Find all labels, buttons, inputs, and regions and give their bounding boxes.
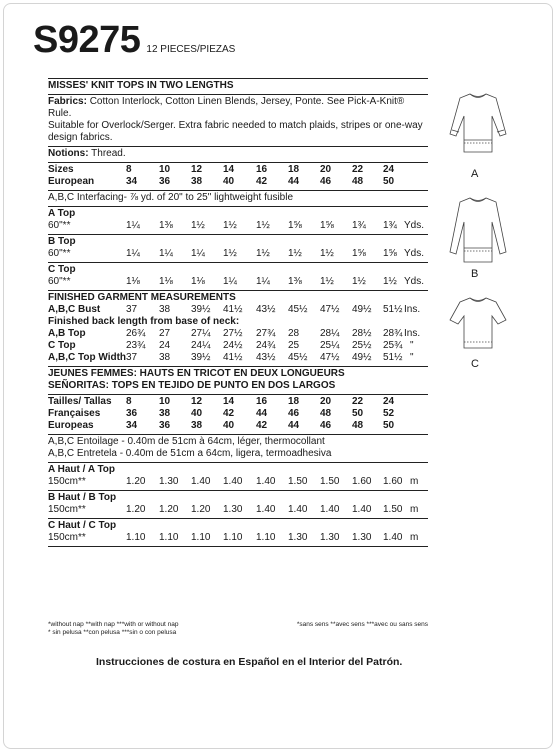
- top-b-block: [48, 235, 428, 263]
- yardage-cell: 1¼: [191, 248, 205, 259]
- pattern-number: S9275: [33, 19, 141, 61]
- view-c-illustration: [446, 292, 510, 358]
- size-cell: 14: [223, 164, 235, 175]
- measure-cell: 37: [126, 352, 138, 363]
- measure-cell: 38: [159, 352, 171, 363]
- measure-cell: 25¼: [320, 340, 340, 351]
- meterage-cell: 1.10: [159, 532, 179, 543]
- measure-cell: 25: [288, 340, 300, 351]
- meterage-cell: 1.10: [191, 532, 211, 543]
- measure-cell: 24¼: [191, 340, 211, 351]
- header: [33, 21, 235, 59]
- size-cell: 48: [352, 420, 364, 431]
- view-b-label: B: [471, 268, 479, 280]
- size-cell: 40: [223, 176, 235, 187]
- measure-cell: 39½: [191, 304, 211, 315]
- measure-cell: 24½: [223, 340, 243, 351]
- top-b-label: B Top: [48, 236, 76, 247]
- size-cell: 46: [288, 408, 300, 419]
- footnote-english: *without nap **with nap ***with or without nap: [48, 621, 179, 628]
- haut-b-label: B Haut / B Top: [48, 492, 117, 503]
- notions-label: Notions:: [48, 148, 89, 159]
- view-a-top-icon: [446, 88, 510, 170]
- size-cell: 36: [159, 176, 171, 187]
- sizes-row: [48, 164, 428, 176]
- size-cell: 20: [320, 396, 332, 407]
- fabrics-label: Fabrics:: [48, 96, 87, 107]
- measure-cell: 37: [126, 304, 138, 315]
- meterage-cell: 1.40: [288, 504, 308, 515]
- measure-cell: 51½: [383, 304, 403, 315]
- francaises-row: [48, 408, 428, 420]
- fabric-width: 60"**: [48, 276, 71, 287]
- size-cell: 42: [256, 420, 268, 431]
- size-cell: 34: [126, 176, 138, 187]
- entoilage-block: [48, 435, 428, 463]
- meterage-cell: 1.30: [223, 504, 243, 515]
- size-cell: 18: [288, 396, 300, 407]
- size-cell: 8: [126, 396, 132, 407]
- meterage-cell: 1.30: [159, 476, 179, 487]
- size-cell: 40: [191, 408, 203, 419]
- haut-a-block: [48, 463, 428, 491]
- yardage-cell: 1¾: [383, 220, 397, 231]
- size-cell: 38: [191, 420, 203, 431]
- view-a-label: A: [471, 168, 479, 180]
- fabrics-line-2: Suitable for Overlock/Serger. Extra fabric needed to match plaids, stripes or one-way: [48, 120, 423, 131]
- meterage-cell: 1.20: [191, 504, 211, 515]
- size-cell: 40: [223, 420, 235, 431]
- size-cell: 50: [383, 176, 395, 187]
- measure-cell: 41½: [223, 304, 243, 315]
- top-c-label: C Top: [48, 264, 76, 275]
- view-b-top-icon: [446, 192, 510, 274]
- yardage-cell: 1½: [191, 220, 205, 231]
- interfacing-text: A,B,C Interfacing- ⅞ yd. of 20" to 25" lightweight fusible: [48, 192, 294, 203]
- top-b-row: [48, 248, 428, 260]
- size-cell: 14: [223, 396, 235, 407]
- unit-label: Yds.: [404, 248, 425, 259]
- yardage-cell: 1½: [320, 276, 334, 287]
- meterage-cell: 1.60: [352, 476, 372, 487]
- metric-sizes-block: [48, 395, 428, 435]
- haut-c-label: C Haut / C Top: [48, 520, 117, 531]
- french-title: JEUNES FEMMES: HAUTS EN TRICOT EN DEUX LONGUEURS: [48, 368, 345, 379]
- top-a-label: A Top: [48, 208, 76, 219]
- measure-cell: 49½: [352, 352, 372, 363]
- bust-row: [48, 304, 428, 316]
- meterage-cell: 1.20: [159, 504, 179, 515]
- size-cell: 20: [320, 164, 332, 175]
- translated-title-block: [48, 367, 428, 395]
- measure-cell: 47½: [320, 304, 340, 315]
- size-cell: 50: [383, 420, 395, 431]
- measure-cell: 28¼: [320, 328, 340, 339]
- interfacing-block: [48, 191, 428, 207]
- yardage-cell: 1⅝: [383, 248, 397, 259]
- meterage-cell: 1.20: [126, 504, 146, 515]
- meterage-cell: 1.10: [223, 532, 243, 543]
- finished-title: FINISHED GARMENT MEASUREMENTS: [48, 292, 236, 303]
- yardage-cell: 1½: [223, 220, 237, 231]
- top-width-row: [48, 352, 428, 364]
- footnote-french: *sans sens **avec sens ***avec ou sans sens: [296, 621, 428, 628]
- fabrics-line-1: Cotton Interlock, Cotton Linen Blends, Jersey, Ponte. See Pick-A-Knit® Rule.: [48, 96, 405, 119]
- yardage-cell: 1⅝: [288, 220, 302, 231]
- size-cell: 36: [126, 408, 138, 419]
- meterage-cell: 1.40: [256, 476, 276, 487]
- yardage-cell: 1⅝: [320, 220, 334, 231]
- yardage-cell: 1⅛: [126, 276, 140, 287]
- back-length-label: Finished back length from base of neck:: [48, 316, 240, 327]
- measure-cell: 45½: [288, 352, 308, 363]
- size-cell: 48: [320, 408, 332, 419]
- measure-cell: 49½: [352, 304, 372, 315]
- yardage-cell: 1¾: [352, 220, 366, 231]
- view-b-illustration: [446, 192, 510, 274]
- top-a-block: [48, 207, 428, 235]
- meterage-cell: 1.30: [288, 532, 308, 543]
- notions-block: [48, 147, 428, 163]
- haut-c-row: [48, 532, 428, 544]
- size-cell: 12: [191, 396, 203, 407]
- meterage-cell: 1.40: [352, 504, 372, 515]
- meterage-cell: 1.30: [352, 532, 372, 543]
- view-c-top-icon: [446, 292, 510, 358]
- fabric-width: 60"**: [48, 220, 71, 231]
- entretela-text: A,B,C Entretela - 0.40m de 51cm a 64cm, ligera, termoadhesiva: [48, 448, 332, 459]
- yardage-cell: 1½: [256, 220, 270, 231]
- measure-cell: 47½: [320, 352, 340, 363]
- tailles-label: Tailles/ Tallas: [48, 396, 112, 407]
- haut-a-label: A Haut / A Top: [48, 464, 116, 475]
- size-cell: 44: [288, 420, 300, 431]
- bust-label: A,B,C Bust: [48, 304, 101, 315]
- yardage-cell: 1¼: [159, 248, 173, 259]
- europeas-row: [48, 420, 428, 432]
- yardage-cell: 1¼: [126, 220, 140, 231]
- title-block: [48, 78, 428, 95]
- yardage-cell: 1½: [352, 276, 366, 287]
- meterage-cell: 1.30: [320, 532, 340, 543]
- measure-cell: 25½: [352, 340, 372, 351]
- european-row: [48, 176, 428, 188]
- measure-cell: 27: [159, 328, 171, 339]
- row-label: A,B Top: [48, 328, 86, 339]
- measure-cell: 43½: [256, 304, 276, 315]
- yardage-cell: 1½: [383, 276, 397, 287]
- yardage-cell: 1⅛: [191, 276, 205, 287]
- size-cell: 46: [320, 420, 332, 431]
- yardage-table: [48, 78, 428, 547]
- fabrics-block: [48, 95, 428, 147]
- meterage-cell: 1.40: [320, 504, 340, 515]
- size-cell: 42: [223, 408, 235, 419]
- measure-cell: 43½: [256, 352, 276, 363]
- unit-label: m: [410, 504, 419, 515]
- measure-cell: 28: [288, 328, 300, 339]
- size-cell: 8: [126, 164, 132, 175]
- meterage-cell: 1.40: [383, 532, 403, 543]
- footnote-spanish: * sin pelusa **con pelusa ***sin o con pelusa: [48, 629, 177, 636]
- haut-b-block: [48, 491, 428, 519]
- notions-text: Thread.: [91, 148, 126, 159]
- finished-measurements-block: [48, 291, 428, 367]
- unit-label: Ins.: [404, 304, 421, 315]
- meterage-cell: 1.40: [191, 476, 211, 487]
- haut-a-row: [48, 476, 428, 488]
- size-cell: 44: [288, 176, 300, 187]
- yardage-cell: 1⅜: [288, 276, 302, 287]
- meterage-cell: 1.10: [256, 532, 276, 543]
- measure-cell: 28½: [352, 328, 372, 339]
- measure-cell: 38: [159, 304, 171, 315]
- measure-cell: 26¾: [126, 328, 146, 339]
- size-cell: 12: [191, 164, 203, 175]
- piece-count: 12 PIECES/PIEZAS: [146, 44, 236, 55]
- sizes-label: Sizes: [48, 164, 74, 175]
- measure-cell: 27¾: [256, 328, 276, 339]
- yardage-cell: 1¼: [223, 276, 237, 287]
- row-label: A,B,C Top Width: [48, 352, 127, 363]
- francaises-label: Françaises: [48, 408, 101, 419]
- yardage-cell: 1⅝: [352, 248, 366, 259]
- measure-cell: 41½: [223, 352, 243, 363]
- unit-label: ": [410, 352, 414, 363]
- spanish-instructions-note: Instrucciones de costura en Español en el Interior del Patrón.: [96, 656, 403, 668]
- spanish-title: SEÑORITAS: TOPS EN TEJIDO DE PUNTO EN DOS LARGOS: [48, 380, 336, 391]
- meterage-cell: 1.50: [383, 504, 403, 515]
- unit-label: Ins.: [404, 328, 421, 339]
- unit-label: m: [410, 532, 419, 543]
- size-cell: 42: [256, 176, 268, 187]
- haut-c-block: [48, 519, 428, 547]
- unit-label: Yds.: [404, 220, 425, 231]
- measure-cell: 27¼: [191, 328, 211, 339]
- measure-cell: 39½: [191, 352, 211, 363]
- size-cell: 34: [126, 420, 138, 431]
- meterage-cell: 1.60: [383, 476, 403, 487]
- tailles-row: [48, 396, 428, 408]
- size-cell: 10: [159, 396, 171, 407]
- size-cell: 22: [352, 396, 364, 407]
- measure-cell: 51½: [383, 352, 403, 363]
- european-label: European: [48, 176, 95, 187]
- yardage-cell: 1½: [223, 248, 237, 259]
- size-cell: 48: [352, 176, 364, 187]
- measure-cell: 24¾: [256, 340, 276, 351]
- size-cell: 36: [159, 420, 171, 431]
- row-label: C Top: [48, 340, 76, 351]
- size-cell: 46: [320, 176, 332, 187]
- haut-b-row: [48, 504, 428, 516]
- meterage-cell: 1.50: [288, 476, 308, 487]
- yardage-cell: 1½: [320, 248, 334, 259]
- entoilage-text: A,B,C Entoilage - 0.40m de 51cm à 64cm, léger, thermocollant: [48, 436, 325, 447]
- measure-cell: 45½: [288, 304, 308, 315]
- fabric-width: 150cm**: [48, 476, 86, 487]
- size-cell: 10: [159, 164, 171, 175]
- size-cell: 24: [383, 164, 395, 175]
- size-cell: 24: [383, 396, 395, 407]
- pattern-title: MISSES' KNIT TOPS IN TWO LENGTHS: [48, 80, 234, 91]
- unit-label: Yds.: [404, 276, 425, 287]
- top-c-row: [48, 276, 428, 288]
- ab-top-length-row: [48, 328, 428, 340]
- top-a-row: [48, 220, 428, 232]
- yardage-cell: 1⅜: [159, 220, 173, 231]
- unit-label: ": [410, 340, 414, 351]
- size-cell: 16: [256, 396, 268, 407]
- meterage-cell: 1.50: [320, 476, 340, 487]
- meterage-cell: 1.10: [126, 532, 146, 543]
- unit-label: m: [410, 476, 419, 487]
- measure-cell: 25¾: [383, 340, 403, 351]
- meterage-cell: 1.40: [223, 476, 243, 487]
- size-cell: 16: [256, 164, 268, 175]
- c-top-length-row: [48, 340, 428, 352]
- size-cell: 22: [352, 164, 364, 175]
- size-cell: 44: [256, 408, 268, 419]
- size-cell: 18: [288, 164, 300, 175]
- view-a-illustration: [446, 88, 510, 170]
- europeas-label: Europeas: [48, 420, 94, 431]
- fabric-width: 150cm**: [48, 532, 86, 543]
- size-cell: 38: [159, 408, 171, 419]
- fabric-width: 60"**: [48, 248, 71, 259]
- measure-cell: 24: [159, 340, 171, 351]
- measure-cell: 23¾: [126, 340, 146, 351]
- meterage-cell: 1.40: [256, 504, 276, 515]
- measure-cell: 27½: [223, 328, 243, 339]
- meterage-cell: 1.20: [126, 476, 146, 487]
- top-c-block: [48, 263, 428, 291]
- measure-cell: 28¾: [383, 328, 403, 339]
- yardage-cell: 1½: [256, 248, 270, 259]
- yardage-cell: 1¼: [126, 248, 140, 259]
- fabrics-line-3: design fabrics.: [48, 132, 113, 143]
- yardage-cell: 1¼: [256, 276, 270, 287]
- size-cell: 38: [191, 176, 203, 187]
- view-c-label: C: [471, 358, 479, 370]
- fabric-width: 150cm**: [48, 504, 86, 515]
- sizes-block: [48, 163, 428, 191]
- size-cell: 50: [352, 408, 364, 419]
- yardage-cell: 1½: [288, 248, 302, 259]
- yardage-cell: 1⅛: [159, 276, 173, 287]
- size-cell: 52: [383, 408, 395, 419]
